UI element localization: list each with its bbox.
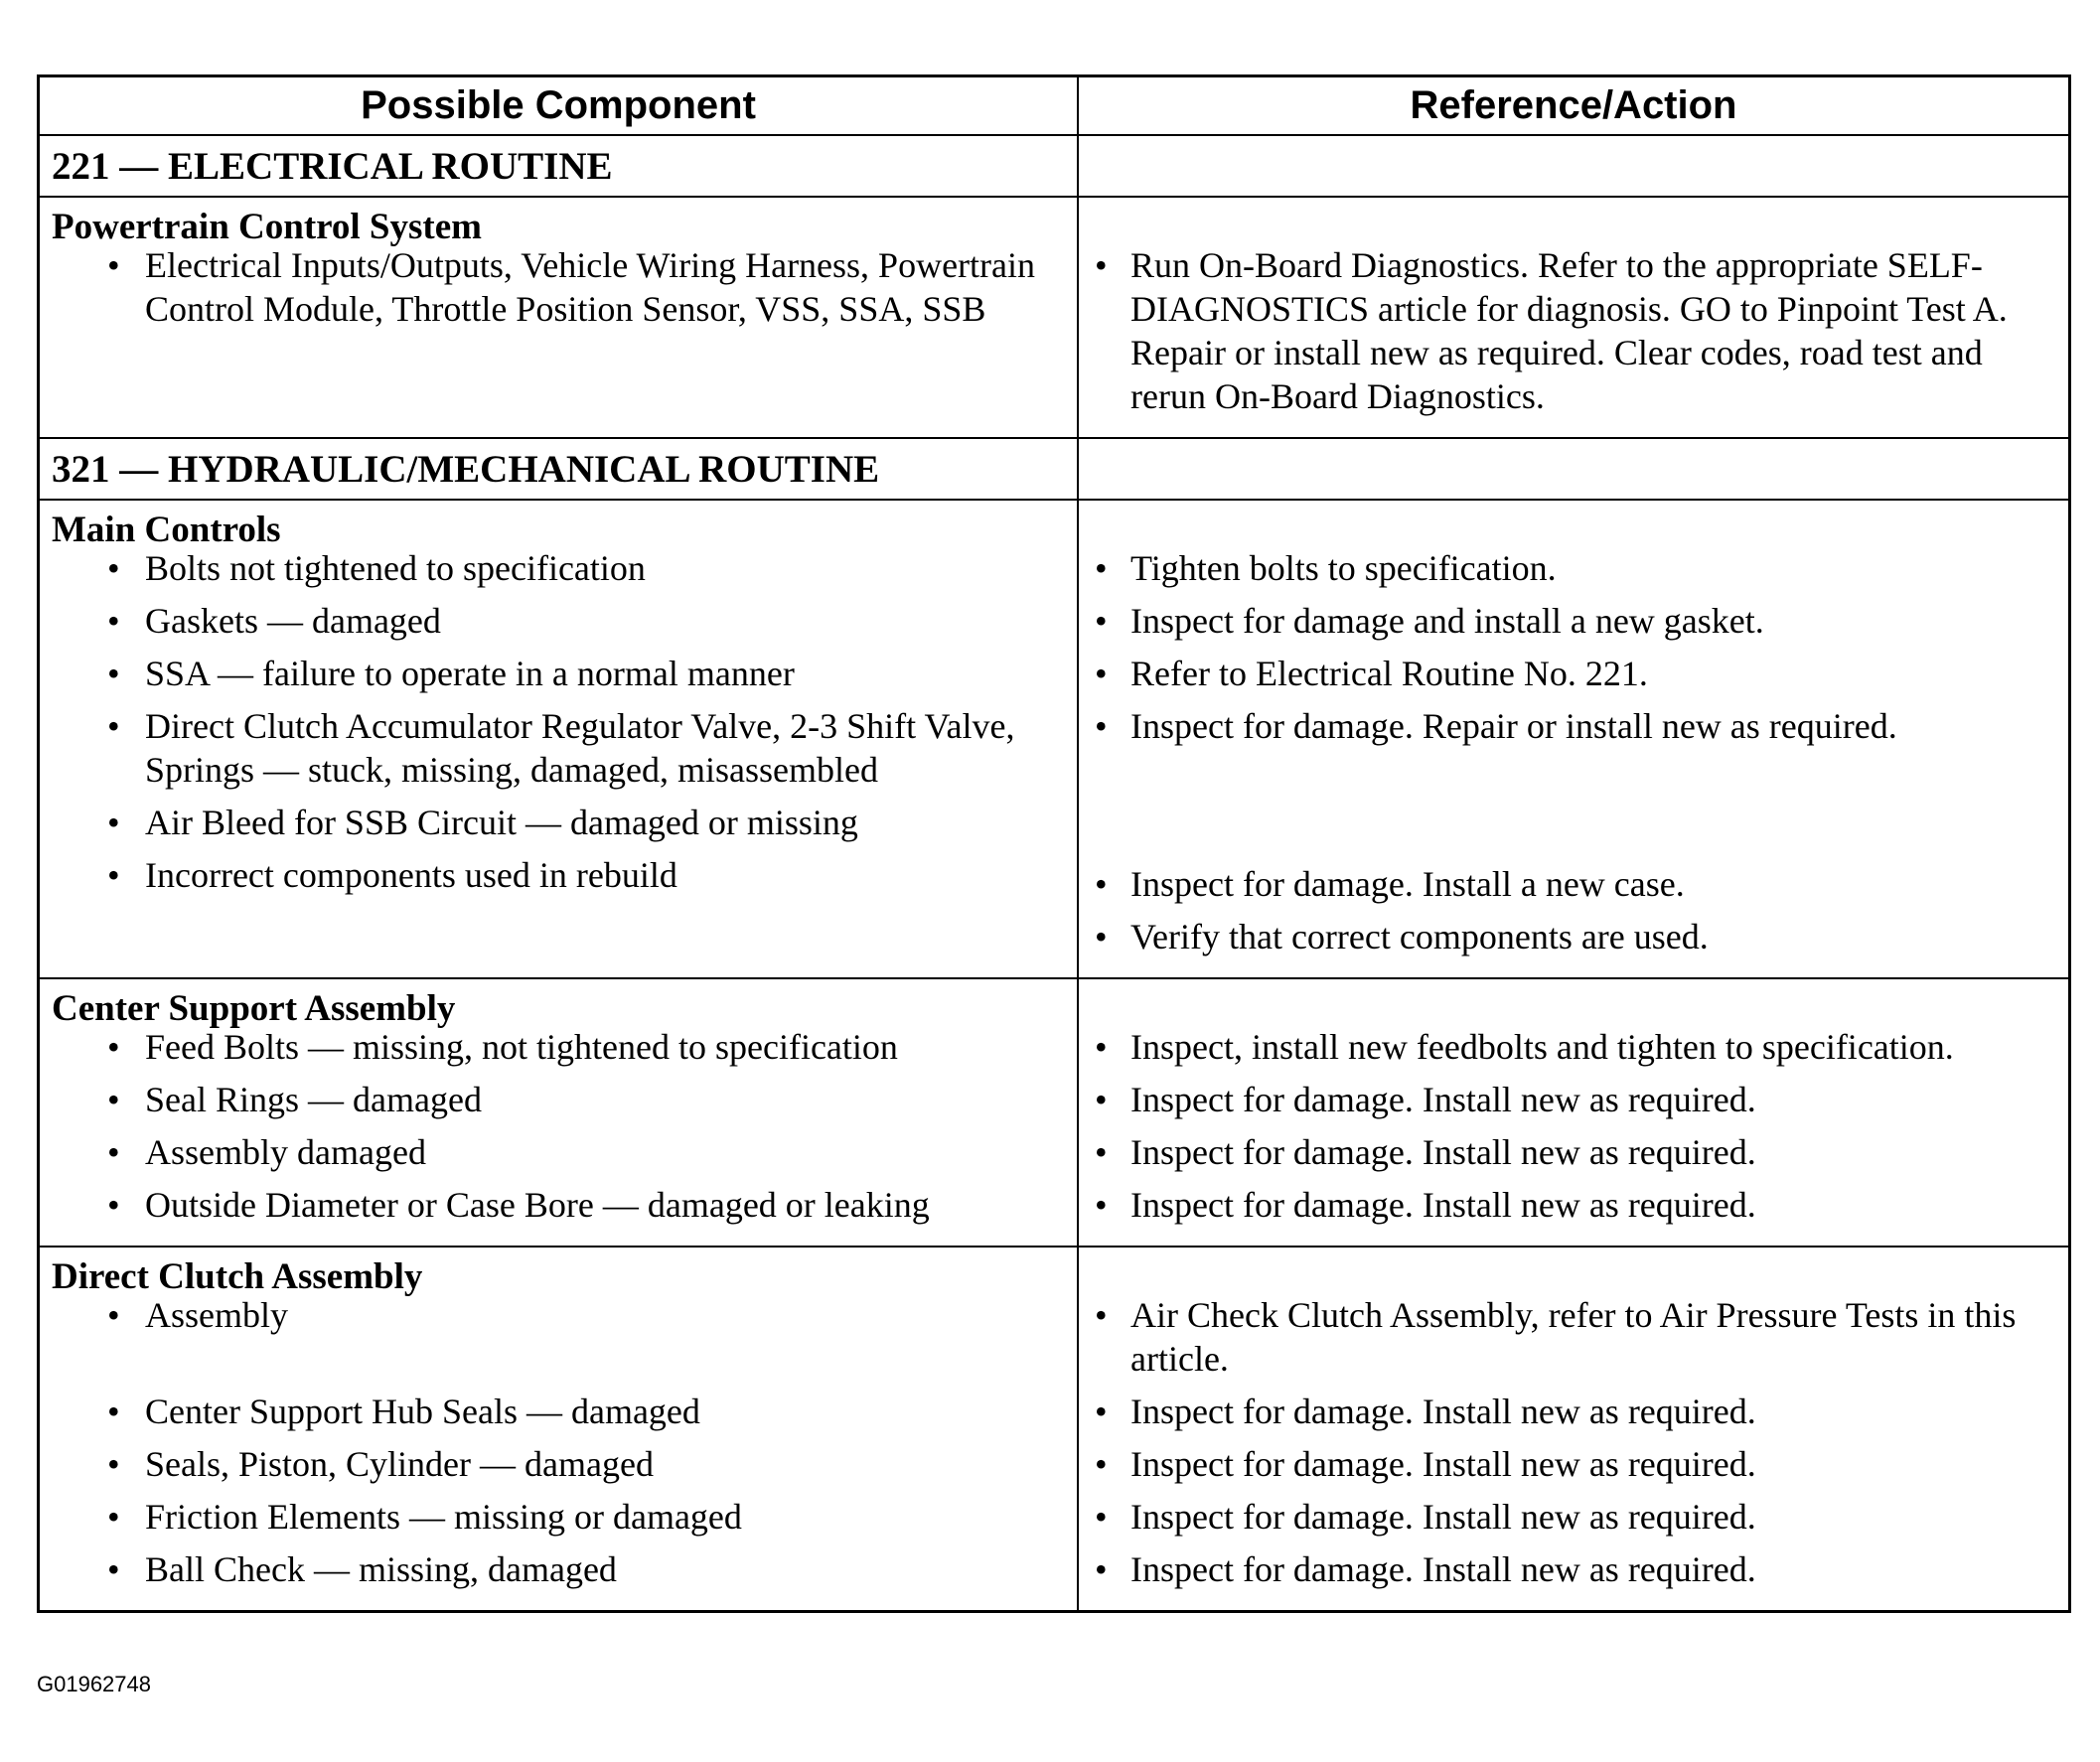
group-title-spacer xyxy=(1079,198,2058,243)
bullet-icon: • xyxy=(107,1497,120,1537)
routine-321-row xyxy=(40,438,2068,500)
group-title-direct-clutch: Direct Clutch Assembly xyxy=(52,1256,423,1297)
component-item: • Incorrect components used in rebuild xyxy=(107,855,677,895)
bullet-icon: • xyxy=(1095,1392,1108,1431)
powertrain-group-row xyxy=(40,197,2068,438)
action-item: • Air Check Clutch Assembly, refer to Air Pressure Tests in this article. xyxy=(1095,1295,2017,1379)
component-item: • SSA — failure to operate in a normal manner xyxy=(107,654,795,693)
header-row xyxy=(40,77,2068,135)
action-item: • Inspect for damage. Install new as required. xyxy=(1095,1392,1756,1431)
component-item: • Assembly xyxy=(107,1295,288,1335)
action-item: • Inspect for damage. Install new as required. xyxy=(1095,1080,1756,1119)
action-item: • Inspect for damage. Install new as required. xyxy=(1095,1132,1756,1172)
action-item: • Refer to Electrical Routine No. 221. xyxy=(1095,654,1648,693)
bullet-icon: • xyxy=(1095,601,1108,641)
diagnosis-table-container xyxy=(37,74,2071,1613)
bullet-icon: • xyxy=(1095,1549,1108,1589)
bullet-icon: • xyxy=(107,654,120,693)
bullet-icon: • xyxy=(1095,917,1108,956)
routine-321-empty-cell xyxy=(1078,438,2068,500)
component-item: • Air Bleed for SSB Circuit — damaged or missing xyxy=(107,803,858,842)
bullet-icon: • xyxy=(107,855,120,895)
action-item: • Verify that correct components are used. xyxy=(1095,917,1709,956)
bullet-icon: • xyxy=(1095,1497,1108,1537)
bullet-icon: • xyxy=(1095,1185,1108,1225)
bullet-icon: • xyxy=(107,1392,120,1431)
figure-id: G01962748 xyxy=(37,1672,151,1696)
bullet-icon: • xyxy=(1095,864,1108,904)
component-item: • Outside Diameter or Case Bore — damaged or leaking xyxy=(107,1185,930,1225)
action-item: • Inspect for damage. Install new as required. xyxy=(1095,1497,1756,1537)
component-item: • Direct Clutch Accumulator Regulator Valve, 2-3 Shift Valve, Springs — stuck, missing, damaged, misassembled xyxy=(107,706,1015,790)
bullet-icon: • xyxy=(107,548,120,588)
component-item: • Seal Rings — damaged xyxy=(107,1080,482,1119)
component-item: • Friction Elements — missing or damaged xyxy=(107,1497,742,1537)
action-item: • Inspect for damage. Install new as required. xyxy=(1095,1549,1756,1589)
action-item: • Tighten bolts to specification. xyxy=(1095,548,1557,588)
group-title-spacer xyxy=(1079,979,2058,1025)
main-controls-group-row xyxy=(40,500,2068,978)
group-title-spacer xyxy=(1079,501,2058,546)
group-title-spacer xyxy=(1079,1248,2058,1293)
component-item: • Electrical Inputs/Outputs, Vehicle Wiring Harness, Powertrain Control Module, Throttle Position Sensor, VSS, SSA, SSB xyxy=(107,245,1036,329)
action-item: • Run On-Board Diagnostics. Refer to the appropriate SELF-DIAGNOSTICS article for diagnosis. GO to Pinpoint Test A. Repair or install new as required. Clear codes, road test and rerun On-Board Diagnostics. xyxy=(1095,245,2008,416)
component-item: • Center Support Hub Seals — damaged xyxy=(107,1392,700,1431)
bullet-icon: • xyxy=(107,1080,120,1119)
component-item: • Gaskets — damaged xyxy=(107,601,441,641)
component-item: • Assembly damaged xyxy=(107,1132,426,1172)
bullet-icon: • xyxy=(1095,706,1108,746)
routine-221-empty-cell xyxy=(1078,135,2068,197)
component-item: • Bolts not tightened to specification xyxy=(107,548,646,588)
group-title-main-controls: Main Controls xyxy=(52,510,281,550)
bullet-icon: • xyxy=(1095,548,1108,588)
routine-321-title: 321 — HYDRAULIC/MECHANICAL ROUTINE xyxy=(52,447,880,491)
bullet-icon: • xyxy=(107,1295,120,1335)
group-title-center-support: Center Support Assembly xyxy=(52,988,456,1029)
bullet-icon: • xyxy=(107,803,120,842)
group-title-powertrain: Powertrain Control System xyxy=(52,207,482,247)
bullet-icon: • xyxy=(107,706,120,746)
bullet-icon: • xyxy=(107,1549,120,1589)
action-item: • Inspect for damage. Install new as required. xyxy=(1095,1444,1756,1484)
direct-clutch-group-row xyxy=(40,1247,2068,1610)
bullet-icon: • xyxy=(107,1444,120,1484)
bullet-icon: • xyxy=(107,1027,120,1067)
bullet-icon: • xyxy=(107,1185,120,1225)
header-reference-action: Reference/Action xyxy=(1078,77,2068,135)
header-possible-component: Possible Component xyxy=(40,77,1078,135)
component-item: • Feed Bolts — missing, not tightened to specification xyxy=(107,1027,898,1067)
center-support-group-row xyxy=(40,978,2068,1247)
bullet-icon: • xyxy=(107,1132,120,1172)
routine-221-row xyxy=(40,135,2068,197)
bullet-icon: • xyxy=(1095,245,1108,285)
diagnosis-table xyxy=(40,77,2068,1610)
bullet-icon: • xyxy=(1095,1444,1108,1484)
bullet-icon: • xyxy=(107,245,120,285)
action-item: • Inspect for damage. Install a new case. xyxy=(1095,864,1685,904)
bullet-icon: • xyxy=(1095,654,1108,693)
action-item: • Inspect for damage. Install new as required. xyxy=(1095,1185,1756,1225)
bullet-icon: • xyxy=(1095,1132,1108,1172)
action-item: • Inspect for damage and install a new gasket. xyxy=(1095,601,1764,641)
component-item: • Ball Check — missing, damaged xyxy=(107,1549,617,1589)
bullet-icon: • xyxy=(1095,1080,1108,1119)
bullet-icon: • xyxy=(107,601,120,641)
component-item: • Seals, Piston, Cylinder — damaged xyxy=(107,1444,654,1484)
routine-221-title: 221 — ELECTRICAL ROUTINE xyxy=(52,144,613,188)
bullet-icon: • xyxy=(1095,1027,1108,1067)
bullet-icon: • xyxy=(1095,1295,1108,1335)
action-item: • Inspect for damage. Repair or install new as required. xyxy=(1095,706,1897,746)
action-item: • Inspect, install new feedbolts and tighten to specification. xyxy=(1095,1027,1954,1067)
